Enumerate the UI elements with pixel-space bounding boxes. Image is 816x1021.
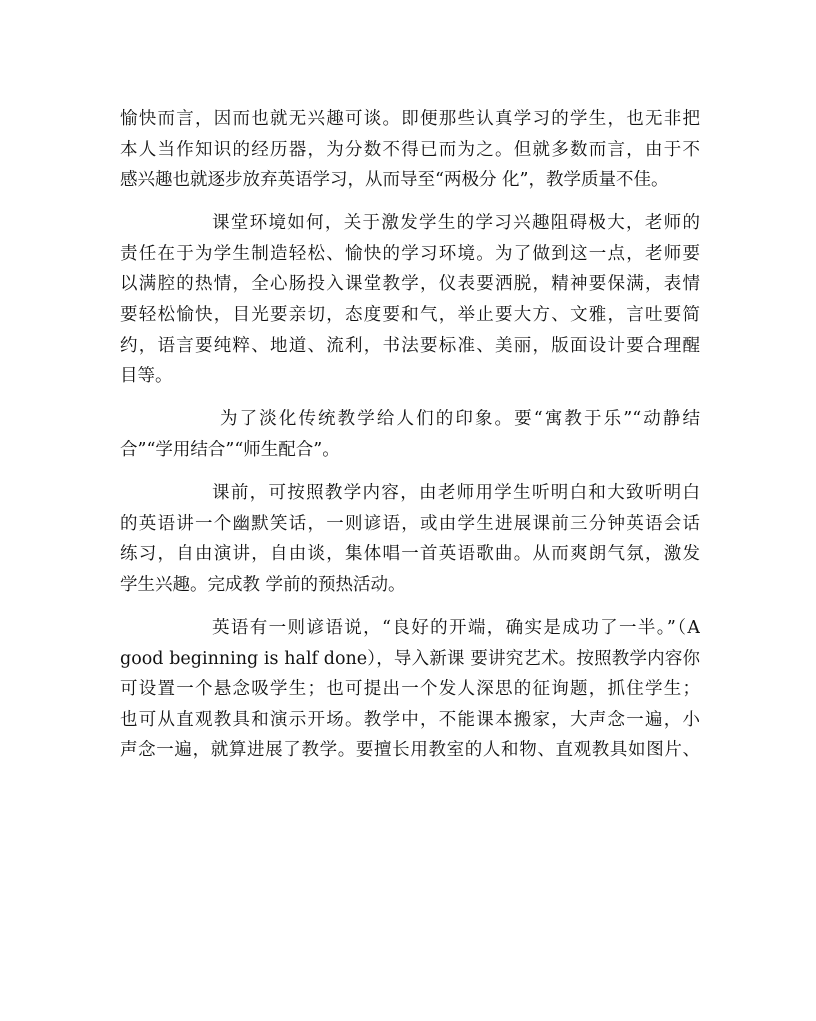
paragraph-line: 英语有一则谚语说，“良好的开端，确实是成功了一半。”（A xyxy=(212,617,700,638)
paragraph-line: 约，语言要纯粹、地道、流利，书法要标准、美丽，版面设计要合理醒 xyxy=(120,335,700,356)
paragraph-line: 要轻松愉快，目光要亲切，态度要和气，举止要大方、文雅，言吐要简 xyxy=(120,305,700,326)
paragraph-line: 目等。 xyxy=(120,366,173,387)
paragraph-line: 以满腔的热情，全心肠投入课堂教学，仪表要洒脱，精神要保满，表情 xyxy=(120,274,700,295)
paragraph-line: 合”“学用结合”“师生配合”。 xyxy=(120,439,340,460)
paragraph-line: 练习，自由演讲，自由谈，集体唱一首英语歌曲。从而爽朗气氛，激发 xyxy=(120,544,700,565)
paragraph-1 xyxy=(120,104,700,196)
paragraph-line: 课堂环境如何，关于激发学生的学习兴趣阻碍极大，老师的 xyxy=(212,213,700,234)
paragraph-line: 感兴趣也就逐步放弃英语学习，从而导至“两极分 化”，教学质量不佳。 xyxy=(120,170,669,191)
paragraph-line: 愉快而言，因而也就无兴趣可谈。即便那些认真学习的学生，也无非把 xyxy=(120,109,700,129)
paragraph-line: 学生兴趣。完成教 学前的预热活动。 xyxy=(120,574,406,595)
paragraph-line: 本人当作知识的经历器，为分数不得已而为之。但就多数而言，由于不 xyxy=(120,139,700,160)
paragraph-4 xyxy=(120,478,700,600)
paragraph-line: 可设置一个悬念吸学生；也可提出一个发人深思的征询题，抓住学生； xyxy=(120,679,700,700)
document-body xyxy=(120,104,700,778)
paragraph-line: 的英语讲一个幽默笑话，一则谚语，或由学生进展课前三分钟英语会话 xyxy=(120,513,700,534)
paragraph-line: good beginning is half done），导入新课 要讲究艺术。按照教学内容你 xyxy=(120,648,700,669)
paragraph-3 xyxy=(120,404,700,465)
paragraph-line: 声念一遍，就算进展了教学。要擅长用教室的人和物、直观教具如图片、 xyxy=(120,740,700,761)
paragraph-line: 课前，可按照教学内容，由老师用学生听明白和大致听明白 xyxy=(212,483,700,504)
paragraph-line: 也可从直观教具和演示开场。教学中，不能课本搬家，大声念一遍，小 xyxy=(120,709,700,730)
paragraph-line: 责任在于为学生制造轻松、愉快的学习环境。为了做到这一点，老师要 xyxy=(120,243,700,264)
paragraph-2 xyxy=(120,208,700,392)
paragraph-line: 为了淡化传统教学给人们的印象。要“寓教于乐”“动静结 xyxy=(220,409,700,430)
paragraph-5 xyxy=(120,613,700,766)
